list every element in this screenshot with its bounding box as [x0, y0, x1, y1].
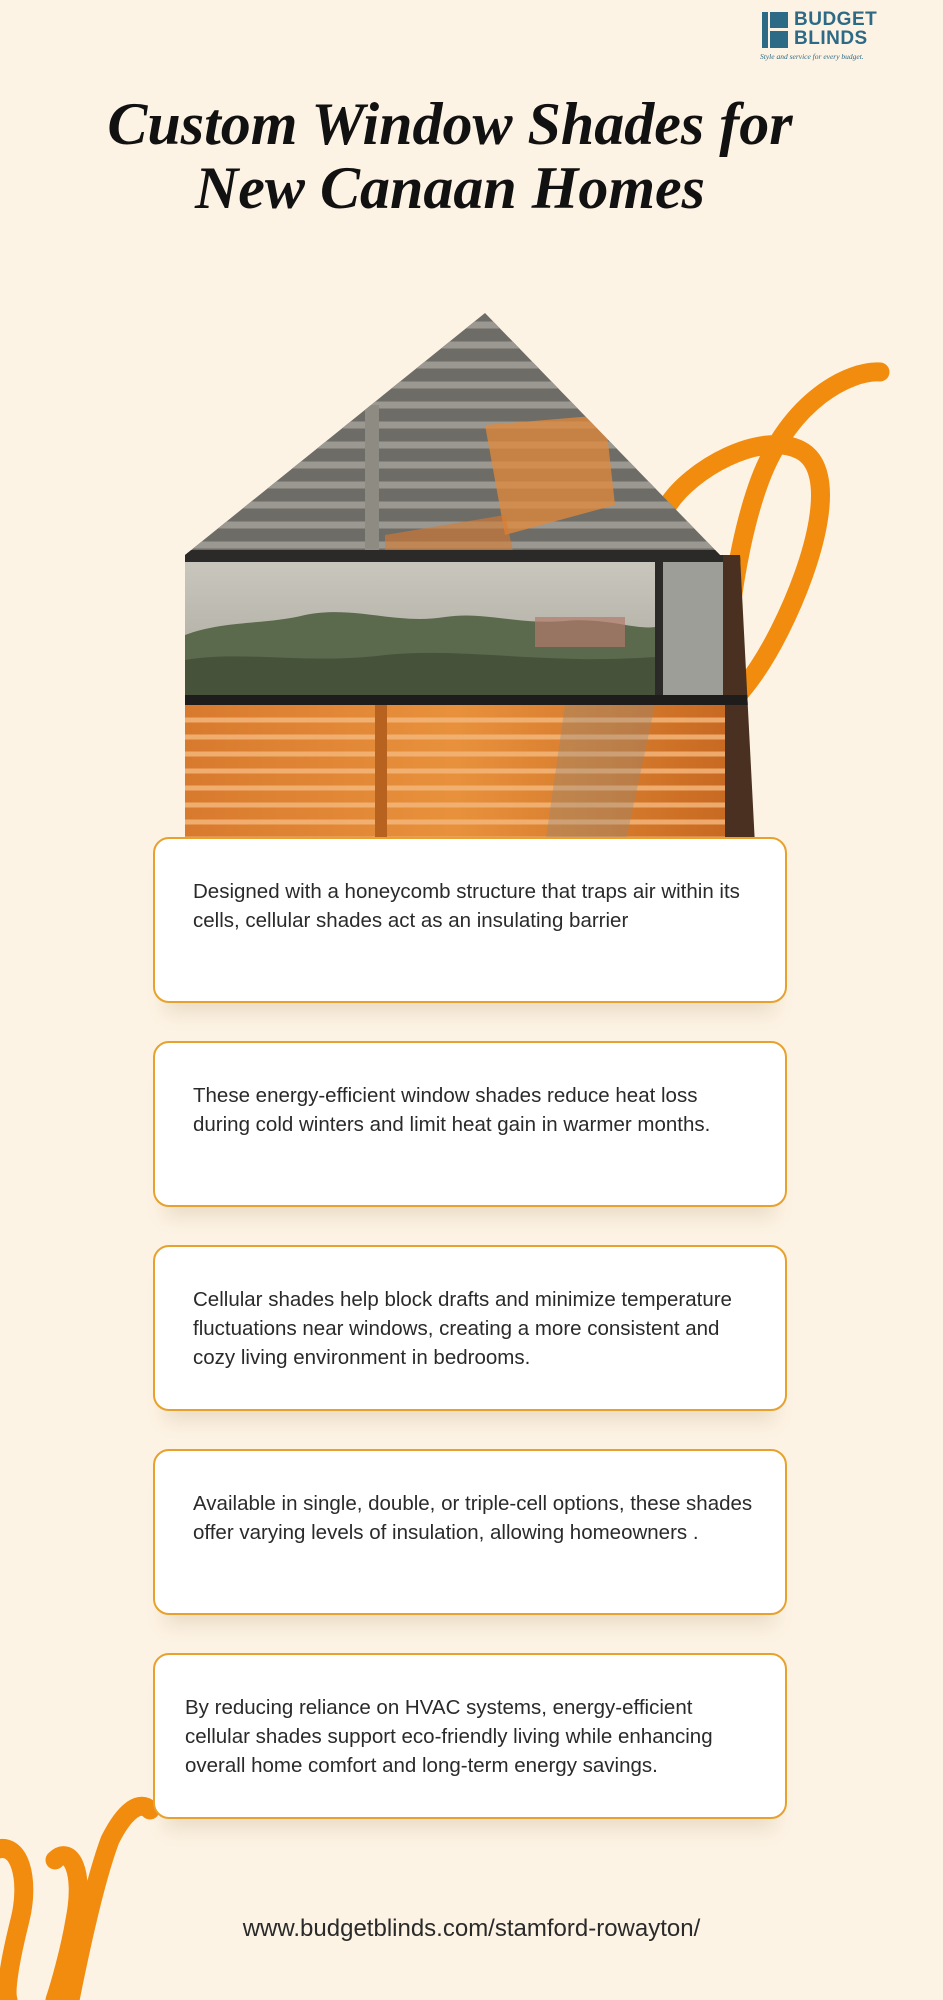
website-url-link[interactable]: www.budgetblinds.com/stamford-rowayton/	[242, 1915, 701, 1942]
title-line1: Custom Window Shades for	[107, 91, 793, 157]
logo-line2: BLINDS	[794, 28, 868, 49]
info-card-text: Designed with a honeycomb structure that traps air within its cells, cellular shades act as an insulating barrier	[193, 880, 740, 932]
info-card-text: Cellular shades help block drafts and minimize temperature fluctuations near windows, creating a more consistent and cozy living environment in bedrooms.	[193, 1288, 732, 1369]
orange-swirl-bottom-left	[0, 1806, 150, 2000]
info-card-text: By reducing reliance on HVAC systems, energy-efficient cellular shades support eco-friendly living while enhancing overall home comfort and long-term energy savings.	[185, 1696, 713, 1777]
info-card	[153, 1449, 787, 1615]
house-shaped-window-blinds-photo	[185, 305, 755, 845]
logo-tagline: Style and service for every budget.	[760, 52, 864, 61]
budget-blinds-logo-mark-icon	[762, 12, 788, 48]
info-card-text: These energy-efficient window shades reduce heat loss during cold winters and limit heat gain in warmer months.	[193, 1084, 711, 1136]
budget-blinds-logo[interactable]	[760, 10, 920, 66]
page-title	[60, 92, 840, 220]
title-line2: New Canaan Homes	[194, 155, 706, 221]
info-card	[153, 1245, 787, 1411]
info-card	[153, 1041, 787, 1207]
info-card-text: Available in single, double, or triple-cell options, these shades offer varying levels of insulation, allowing homeowners .	[193, 1492, 753, 1544]
info-card	[153, 837, 787, 1003]
info-card	[153, 1653, 787, 1819]
logo-wordmark	[794, 10, 877, 48]
logo-line1: BUDGET	[794, 9, 878, 30]
